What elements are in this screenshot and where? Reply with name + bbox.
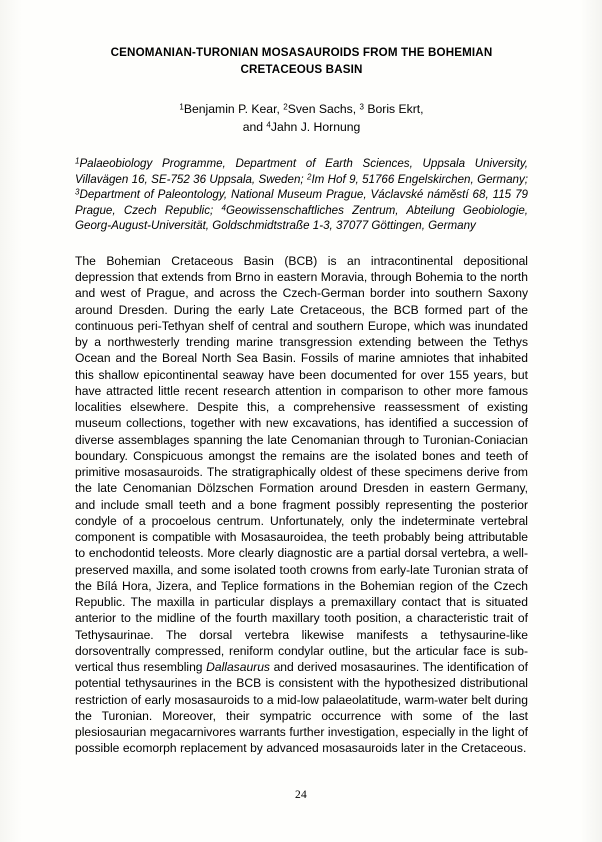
affiliation-marker-1: 1 [75, 156, 80, 166]
affiliation-4: Geowissenschaftliches Zentrum, Abteilung Geobiologie, Georg-August-Universität, Goldschmidtstraße 1-3, 37077 Göttingen, Germany [75, 203, 528, 233]
affiliation-marker-3: 3 [75, 187, 80, 197]
page-number: 24 [294, 789, 308, 801]
author-name-1: Benjamin P. Kear, [183, 102, 284, 116]
taxon-name-italic: Dallasaurus [206, 660, 270, 675]
author-name-2: Sven Sachs, [287, 102, 360, 116]
affiliation-marker-2: 2 [306, 172, 312, 182]
author-marker-1: 1 [179, 102, 184, 112]
abstract-text-part-2: and derived mosasaurines. The identification of potential tethysaurines in the BCB is consistent with the hypothesized distributional restriction of early mosasauroids to a mid-low palaeolatitude, warm-water belt during the Turonian. Moreover, their sympatric occurrence with some of the last plesiosaurian megacarnivores warrants further investigation, especially in the light of possible ecomorph replacement by advanced mosasauroids later in the Cretaceous. [75, 660, 529, 756]
author-marker-3: 3 [359, 102, 364, 112]
affiliation-marker-4: 4 [221, 203, 226, 213]
author-line-2 [75, 118, 528, 136]
author-name-4: Jahn J. Hornung [270, 120, 361, 134]
affiliation-block [75, 156, 528, 234]
page-title: CENOMANIAN-TURONIAN MOSASAUROIDS FROM THE BOHEMIAN CRETACEOUS BASIN [110, 46, 493, 76]
author-marker-2: 2 [283, 102, 288, 112]
affiliation-1: Palaeobiology Programme, Department of Earth Sciences, Uppsala University, Villavägen 16, SE-752 36 Uppsala, Sweden; [75, 157, 528, 186]
abstract-body [75, 253, 528, 757]
author-conjunction: and [242, 120, 267, 134]
author-name-3: Boris Ekrt, [363, 102, 424, 116]
page-content [75, 44, 528, 757]
author-marker-4: 4 [266, 120, 271, 130]
affiliation-3: Department of Paleontology, National Museum Prague, Václavské náměstí 68, 115 79 Prague, Czech Republic; [75, 188, 528, 217]
affiliation-2: Im Hof 9, 51766 Engelskirchen, Germany; [311, 172, 528, 186]
abstract-text-part-1: The Bohemian Cretaceous Basin (BCB) is an intracontinental depositional depression that extends from Brno in eastern Moravia, through Bohemia to the north and west of Prague, and across the Czech-German border into southern Saxony around Dresden. During the early Late Cretaceous, the BCB formed part of the continuous peri-Tethyan shelf of central and southern Europe, which was inundated by a northwesterly trending marine transgression extending between the Tethys Ocean and the Boreal North Sea Basin. Fossils of marine amniotes that inhabited this shallow epicontinental seaway have been documented for over 155 years, but have attracted little recent research attention in comparison to other more famous localities elsewhere. Despite this, a comprehensive reassessment of existing museum collections, together with new excavations, has identified a succession of diverse assemblages spanning the late Cenomanian through to Turonian-Coniacian boundary. Conspicuous amongst the remains are the isolated bones and teeth of primitive mosasauroids. The stratigraphically oldest of these specimens derive from the late Cenomanian Dölzschen Formation around Dresden in eastern Germany, and include small teeth and a bone fragment possibly representing the posterior condyle of a procoelous centrum. Unfortunately, only the indeterminate vertebral component is compatible with Mosasauroidea, the teeth probably being attributable to enchodontid teleosts. More clearly diagnostic are a partial dorsal vertebra, a well-preserved maxilla, and some isolated tooth crowns from early-late Turonian strata of the Bílá Hora, Jizera, and Teplice formations in the Bohemian region of the Czech Republic. The maxilla in particular displays a premaxillary contact that is situated anterior to the midline of the fourth maxillary tooth position, a characteristic trait of Tethysaurinae. The dorsal vertebra likewise manifests a tethysaurine-like dorsoventrally compressed, reniform condylar outline, but the articular face is sub-vertical thus resembling [75, 253, 528, 675]
author-line-1 [75, 100, 528, 118]
author-list [75, 100, 528, 136]
